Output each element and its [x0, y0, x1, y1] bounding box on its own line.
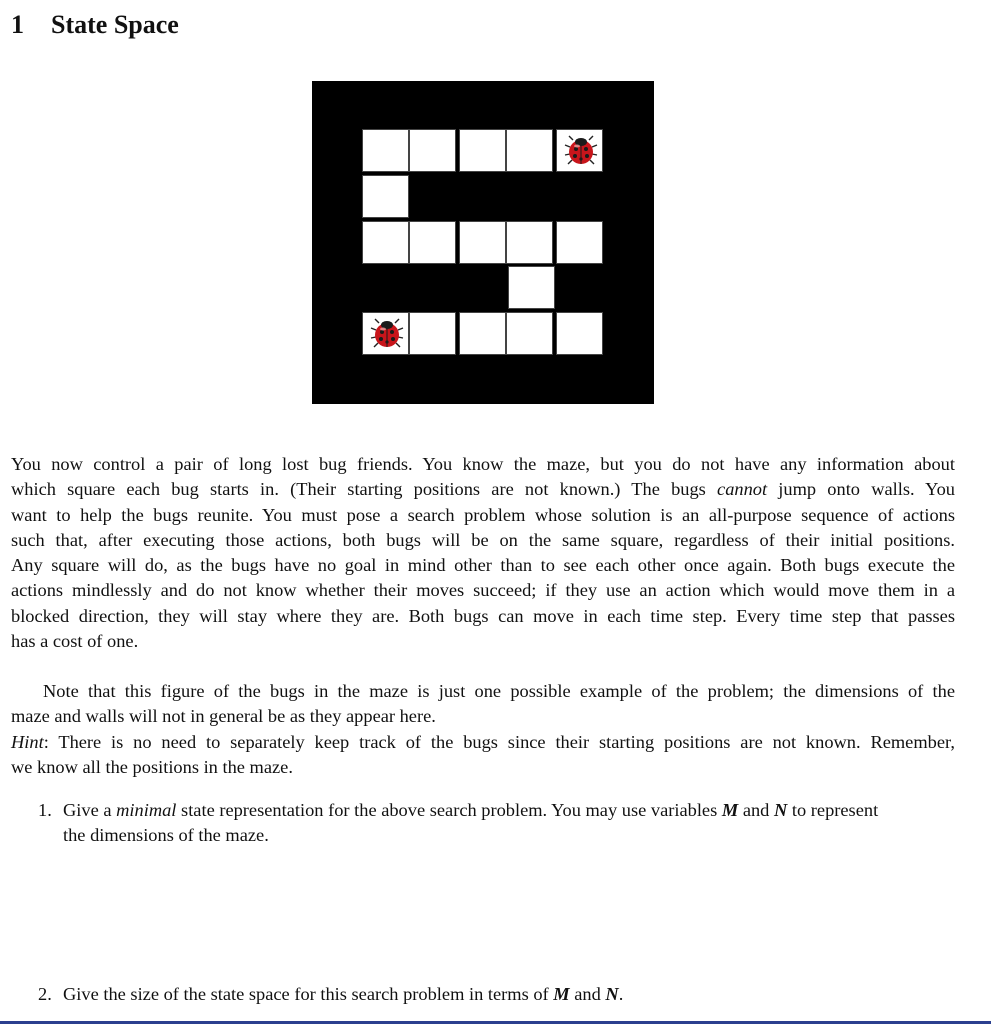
maze-cell: [362, 221, 409, 264]
text-line: blocked direction, they will stay where they are. Both bugs can move in each time step. Every time step that passes: [11, 605, 955, 626]
question-text: Give the size of the state space for this search problem in terms of M and N.: [63, 984, 624, 1004]
maze-cell: [508, 266, 555, 309]
maze-cell: [459, 129, 506, 172]
text-line: actions mindlessly and do not know whether their moves succeed; if they use an action which would move them in a: [11, 580, 955, 601]
maze-cell: [362, 175, 409, 218]
maze-cell: [556, 312, 603, 355]
math-var: M: [553, 984, 570, 1004]
problem-description: [11, 452, 955, 654]
question-number: 1.: [38, 800, 52, 820]
text-line: such that, after executing those actions, both bugs will be on the same square, regardless of their initial positions.: [11, 529, 955, 550]
section-number: 1: [11, 10, 24, 39]
section-title: State Space: [51, 10, 179, 39]
note-paragraph: [11, 679, 955, 780]
maze-cell: [556, 221, 603, 264]
ladybug-icon: [563, 134, 599, 168]
maze-cell-with-bug: [362, 312, 409, 355]
text-line: which square each bug starts in. (Their starting positions are not known.) The bugs cannot jump onto walls. You: [11, 479, 955, 500]
hint-label: Hint: [11, 731, 44, 752]
ladybug-icon: [369, 317, 405, 351]
text-line: want to help the bugs reunite. You must pose a search problem whose solution is an all-purpose sequence of actions: [11, 504, 955, 525]
text-line: maze and walls will not in general be as they appear here.: [11, 706, 436, 727]
hint-line: Hint: There is no need to separately keep track of the bugs since their starting positions are not known. Remember,: [11, 731, 955, 752]
text-line: Note that this figure of the bugs in the maze is just one possible example of the problem; the dimensions of the: [43, 681, 955, 701]
emphasis: minimal: [116, 800, 177, 820]
math-var: N: [605, 984, 619, 1004]
maze-cell: [459, 312, 506, 355]
maze-cell: [409, 221, 456, 264]
text-line: has a cost of one.: [11, 631, 139, 652]
text-line: You now control a pair of long lost bug friends. You know the maze, but you do not have any information about: [11, 454, 955, 474]
text-line: we know all the positions in the maze.: [11, 756, 293, 777]
question-number: 2.: [38, 984, 52, 1004]
maze-figure: [312, 81, 654, 404]
maze-cell: [362, 129, 409, 172]
maze-cell-with-bug: [556, 129, 603, 172]
maze-cell: [506, 221, 553, 264]
maze-cell: [459, 221, 506, 264]
math-var: M: [721, 800, 739, 820]
math-var: N: [774, 800, 788, 820]
emphasis: cannot: [717, 479, 768, 500]
maze-cell: [409, 312, 456, 355]
text-line: Any square will do, as the bugs have no goal in mind other than to see each other once again. Both bugs execute the: [11, 555, 955, 576]
question-text: Give a minimal state representation for the above search problem. You may use variables M and N to represent the dimensions of the maze.: [63, 800, 879, 846]
maze-cell: [506, 129, 553, 172]
maze-cell: [506, 312, 553, 355]
maze-cell: [409, 129, 456, 172]
section-heading: [11, 10, 179, 40]
